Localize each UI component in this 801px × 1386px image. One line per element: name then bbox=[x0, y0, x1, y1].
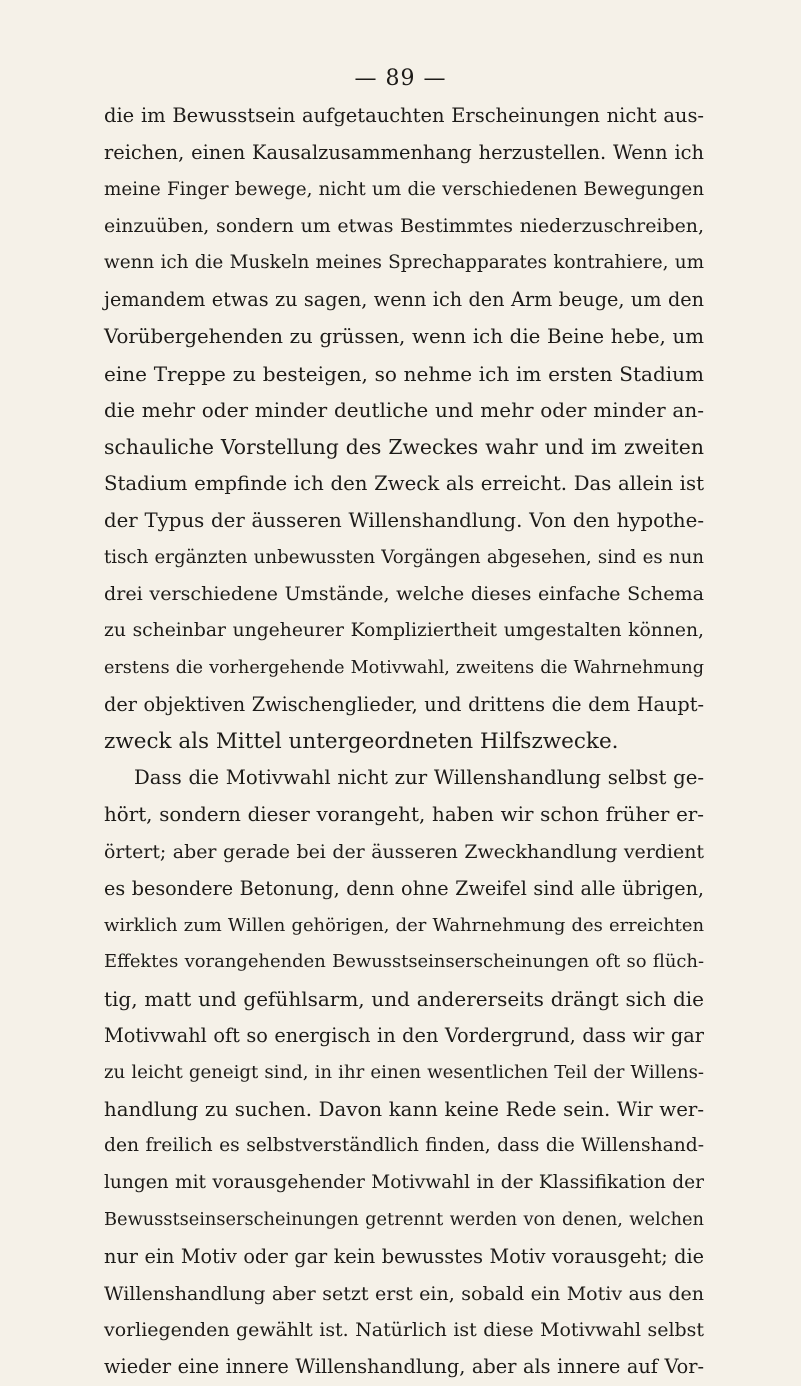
text-line: der objektiven Zwischenglieder, und drittens die dem Haupt- bbox=[104, 692, 704, 716]
text-line: die mehr oder minder deutliche und mehr oder minder an- bbox=[104, 398, 704, 423]
text-line: meine Finger bewege, nicht um die verschiedenen Bewegungen bbox=[104, 178, 704, 200]
text-line: die im Bewusstsein aufgetauchten Erscheinungen nicht aus- bbox=[104, 104, 704, 127]
text-line: zweck als Mittel untergeordneten Hilfszwecke. bbox=[104, 728, 619, 754]
text-line: Willenshandlung aber setzt erst ein, sobald ein Motiv aus den bbox=[104, 1282, 704, 1305]
text-line: Dass die Motivwahl nicht zur Willenshandlung selbst ge- bbox=[134, 766, 704, 790]
text-line: Stadium empfinde ich den Zweck als erreicht. Das allein ist bbox=[104, 471, 704, 495]
text-line: handlung zu suchen. Davon kann keine Rede sein. Wir wer- bbox=[104, 1097, 704, 1121]
text-line: lungen mit vorausgehender Motivwahl in der Klassifikation der bbox=[104, 1172, 704, 1194]
text-line: zu scheinbar ungeheurer Kompliziertheit umgestalten können, bbox=[104, 620, 704, 642]
text-line: wirklich zum Willen gehörigen, der Wahrnehmung des erreichten bbox=[104, 914, 704, 936]
text-line: zu leicht geneigt sind, in ihr einen wesentlichen Teil der Willens- bbox=[104, 1061, 704, 1083]
text-line: schauliche Vorstellung des Zweckes wahr und im zweiten bbox=[104, 435, 704, 460]
text-line: örtert; aber gerade bei der äusseren Zweckhandlung verdient bbox=[104, 840, 704, 863]
text-line: vorliegenden gewählt ist. Natürlich ist diese Motivwahl selbst bbox=[104, 1319, 704, 1342]
text-line: Motivwahl oft so energisch in den Vordergrund, dass wir gar bbox=[104, 1023, 704, 1047]
text-line: tig, matt und gefühlsarm, und andererseits drängt sich die bbox=[104, 987, 704, 1012]
text-line: Effektes vorangehenden Bewusstseinserscheinungen oft so flüch- bbox=[104, 951, 704, 973]
text-line: nur ein Motiv oder gar kein bewusstes Motiv vorausgeht; die bbox=[104, 1244, 704, 1268]
text-line: tisch ergänzten unbewussten Vorgängen abgesehen, sind es nun bbox=[104, 546, 704, 568]
page-number-header: — 89 — bbox=[354, 66, 447, 91]
text-line: wenn ich die Muskeln meines Sprechapparates kontrahiere, um bbox=[104, 252, 704, 274]
text-line: erstens die vorhergehende Motivwahl, zweitens die Wahrnehmung bbox=[104, 657, 704, 678]
text-line: jemandem etwas zu sagen, wenn ich den Arm beuge, um den bbox=[104, 287, 704, 311]
text-line: reichen, einen Kausalzusammenhang herzustellen. Wenn ich bbox=[104, 140, 704, 164]
text-line: drei verschiedene Umstände, welche dieses einfache Schema bbox=[104, 582, 704, 606]
text-line: hört, sondern dieser vorangeht, haben wir schon früher er- bbox=[104, 803, 704, 827]
text-line: wieder eine innere Willenshandlung, aber als innere auf Vor- bbox=[104, 1355, 704, 1379]
text-line: den freilich es selbstverständlich finden, dass die Willenshand- bbox=[104, 1135, 704, 1157]
text-line: einzuüben, sondern um etwas Bestimmtes niederzuschreiben, bbox=[104, 215, 704, 238]
text-line: es besondere Betonung, denn ohne Zweifel sind alle übrigen, bbox=[104, 876, 704, 900]
text-line: der Typus der äusseren Willenshandlung. Von den hypothe- bbox=[104, 508, 704, 532]
body-text bbox=[104, 98, 704, 1386]
text-line: eine Treppe zu besteigen, so nehme ich im ersten Stadium bbox=[104, 361, 704, 386]
text-line: Vorübergehenden zu grüssen, wenn ich die Beine hebe, um bbox=[104, 324, 704, 348]
text-line: Bewusstseinserscheinungen getrennt werden von denen, welchen bbox=[104, 1208, 704, 1230]
